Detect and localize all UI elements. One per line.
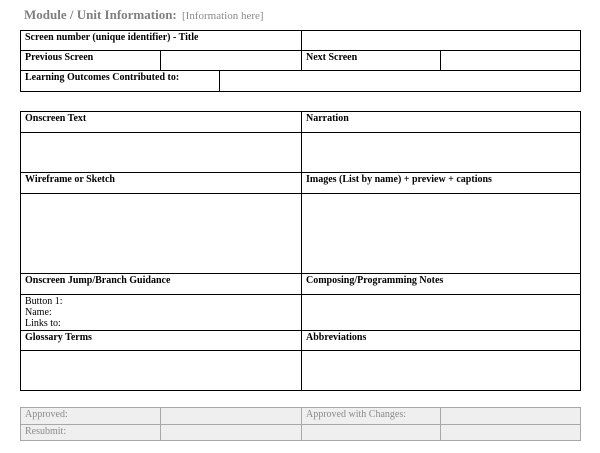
- screen-number-field[interactable]: [302, 31, 581, 51]
- resubmit-field[interactable]: [161, 425, 302, 441]
- information-placeholder[interactable]: [Information here]: [182, 10, 264, 22]
- onscreen-text-label: Onscreen Text: [21, 112, 302, 133]
- wireframe-label: Wireframe or Sketch: [21, 173, 302, 194]
- learning-outcomes-table: [20, 70, 581, 92]
- approved-with-changes-field[interactable]: [441, 408, 581, 425]
- jump-guidance-field[interactable]: [21, 295, 302, 331]
- learning-outcomes-field[interactable]: [220, 71, 581, 92]
- approval-empty-cell[interactable]: [302, 425, 441, 441]
- glossary-terms-label: Glossary Terms: [21, 331, 302, 351]
- module-unit-title: [24, 7, 264, 23]
- module-unit-title-label: Module / Unit Information:: [24, 7, 177, 22]
- composing-notes-label: Composing/Programming Notes: [302, 274, 581, 295]
- button-1-label: Button 1:: [25, 296, 63, 307]
- composing-notes-field[interactable]: [302, 295, 581, 331]
- approval-empty-cell[interactable]: [441, 425, 581, 441]
- images-field[interactable]: [302, 194, 581, 274]
- screen-content-table: [20, 111, 581, 391]
- narration-label: Narration: [302, 112, 581, 133]
- next-screen-label: Next Screen: [302, 51, 441, 71]
- approved-field[interactable]: [161, 408, 302, 425]
- approved-with-changes-label: Approved with Changes:: [302, 408, 441, 425]
- wireframe-field[interactable]: [21, 194, 302, 274]
- abbreviations-field[interactable]: [302, 351, 581, 391]
- name-label: Name:: [25, 307, 52, 318]
- approval-table: [20, 407, 581, 441]
- screen-number-label: Screen number (unique identifier) - Title: [21, 31, 302, 51]
- previous-screen-label: Previous Screen: [21, 51, 161, 71]
- approved-label: Approved:: [21, 408, 161, 425]
- narration-field[interactable]: [302, 133, 581, 173]
- glossary-terms-field[interactable]: [21, 351, 302, 391]
- onscreen-text-field[interactable]: [21, 133, 302, 173]
- links-to-label: Links to:: [25, 318, 61, 329]
- jump-guidance-label: Onscreen Jump/Branch Guidance: [21, 274, 302, 295]
- next-screen-field[interactable]: [441, 51, 581, 71]
- abbreviations-label: Abbreviations: [302, 331, 581, 351]
- images-label: Images (List by name) + preview + captions: [302, 173, 581, 194]
- resubmit-label: Resubmit:: [21, 425, 161, 441]
- previous-screen-field[interactable]: [161, 51, 302, 71]
- learning-outcomes-label: Learning Outcomes Contributed to:: [21, 71, 220, 92]
- screen-info-table: [20, 30, 581, 71]
